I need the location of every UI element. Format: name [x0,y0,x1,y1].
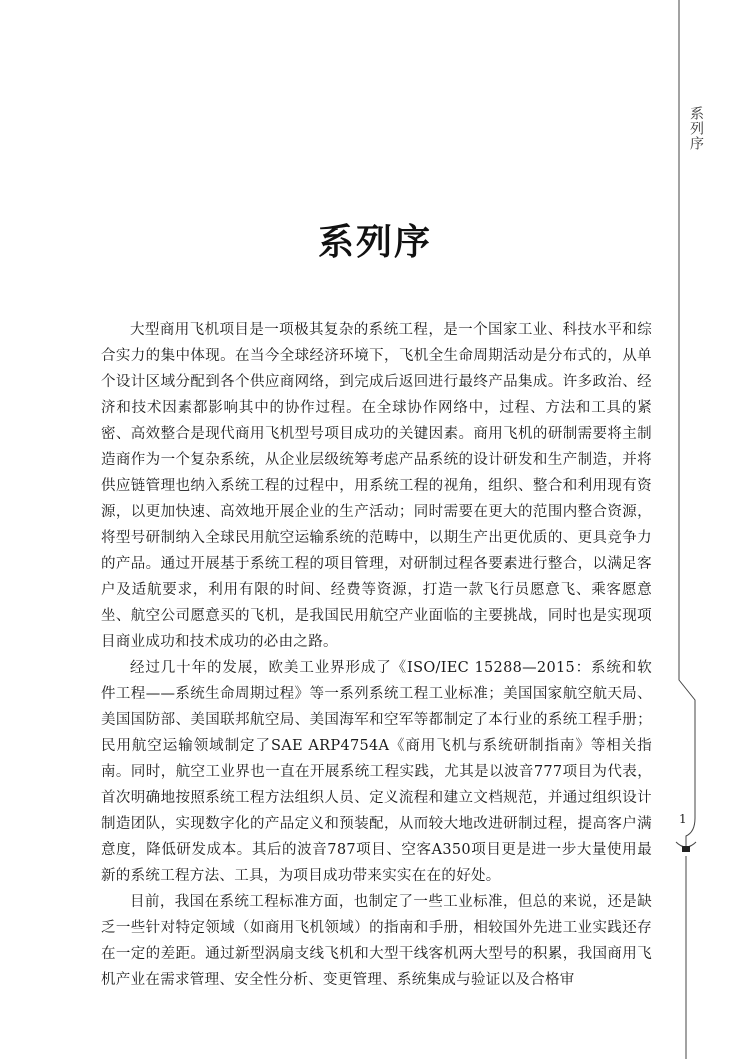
page-marker-icon [682,846,690,852]
page-number: 1 [679,812,687,826]
page-title: 系列序 [317,221,432,264]
paragraph-2: 经过几十年的发展，欧美工业界形成了《ISO/IEC 15288—2015：系统和软件工程——系统生命周期过程》等一系列系统工程工业标准；美国国家航空航天局、美国国防部、美国联邦航空局、美国海军和空军等都制定了本行业的系统工程手册；民用航空运输领域制定了SAE ARP4754A《商用飞机与系统研制指南》等相关指南。同时，航空工业界也一直在开展系统工程实践，尤其是以波音777项目为代表，首次明确地按照系统工程方法组织人员、定义流程和建立文档规范，并通过组织设计制造团队，实现数字化的产品定义和预装配，从而较大地改进研制过程，提高客户满意度，降低研发成本。其后的波音787项目、空客A350项目更是进一步大量使用最新的系统工程方法、工具，为项目成功带来实实在在的好处。 [101,660,652,884]
body-text [101,317,652,993]
paragraph-1: 大型商用飞机项目是一项极其复杂的系统工程，是一个国家工业、科技水平和综合实力的集中体现。在当今全球经济环境下，飞机全生命周期活动是分布式的，从单个设计区域分配到各个供应商网络，到完成后返回进行最终产品集成。许多政治、经济和技术因素都影响其中的协作过程。在全球协作网络中，过程、方法和工具的紧密、高效整合是现代商用飞机型号项目成功的关键因素。商用飞机的研制需要将主制造商作为一个复杂系统，从企业层级统筹考虑产品系统的设计研发和生产制造，并将供应链管理也纳入系统工程的过程中，用系统工程的视角，组织、整合和利用现有资源，以更加快速、高效地开展企业的生产活动；同时需要在更大的范围内整合资源，将型号研制纳入全球民用航空运输系统的范畴中，以期生产出更优质的、更具竞争力的产品。通过开展基于系统工程的项目管理，对研制过程各要素进行整合，以满足客户及适航要求，利用有限的时间、经费等资源，打造一款飞行员愿意飞、乘客愿意坐、航空公司愿意买的飞机，是我国民用航空产业面临的主要挑战，同时也是实现项目商业成功和技术成功的必由之路。 [101,322,652,650]
paragraph-3: 目前，我国在系统工程标准方面，也制定了一些工业标准，但总的来说，还是缺乏一些针对特定领域（如商用飞机领域）的指南和手册，相较国外先进工业实践还存在一定的差距。通过新型涡扇支线飞机和大型干线客机两大型号的积累，我国商用飞机产业在需求管理、安全性分析、变更管理、系统集成与验证以及合格审 [101,894,652,988]
side-tab-label: 系列序 [688,106,704,151]
